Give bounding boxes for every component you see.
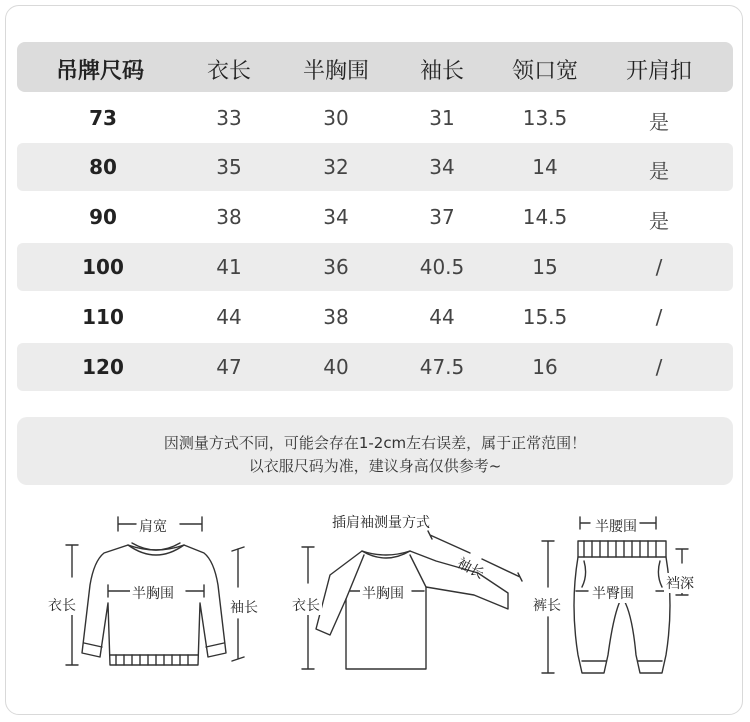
table-row <box>17 293 733 341</box>
cell-shoulder-button: 是 <box>649 159 669 183</box>
cell-sleeve: 37 <box>429 205 455 229</box>
label-raglan-sleeve: 袖长 <box>454 555 487 583</box>
cell-shoulder-button: / <box>655 355 663 379</box>
cell-size: 120 <box>82 355 124 379</box>
header-half-chest: 半胸围 <box>302 59 370 84</box>
cell-half-chest: 32 <box>323 155 349 179</box>
label-raglan-title: 插肩袖测量方式 <box>332 515 430 531</box>
cell-shoulder-button: / <box>655 255 663 279</box>
cell-collar-width: 13.5 <box>522 106 568 130</box>
cell-sleeve: 44 <box>429 305 455 329</box>
cell-sleeve: 34 <box>429 155 455 179</box>
cell-half-chest: 30 <box>323 106 349 130</box>
cell-length: 44 <box>216 305 242 329</box>
note-line-2: 以衣服尺码为准，建议身高仅供参考~ <box>248 457 502 475</box>
table-row <box>17 193 733 241</box>
cell-length: 38 <box>216 205 242 229</box>
header-size: 吊牌尺码 <box>55 59 145 84</box>
cell-half-chest: 36 <box>323 255 349 279</box>
label-half-hip: 半臀围 <box>590 583 636 603</box>
label-crotch-depth: 裆深 <box>664 573 696 593</box>
cell-size: 80 <box>89 155 117 179</box>
cell-collar-width: 15.5 <box>522 305 568 329</box>
cell-size: 90 <box>89 205 117 229</box>
label-sweater-length: 衣长 <box>46 595 78 615</box>
cell-collar-width: 14.5 <box>522 205 568 229</box>
label-half-waist: 半腰围 <box>593 516 639 536</box>
cell-half-chest: 34 <box>323 205 349 229</box>
cell-sleeve: 31 <box>429 106 455 130</box>
table-row <box>17 243 733 291</box>
label-sweater-half-chest: 半胸围 <box>130 583 176 603</box>
size-table-header <box>17 42 733 92</box>
cell-sleeve: 40.5 <box>419 255 465 279</box>
cell-size: 100 <box>82 255 124 279</box>
table-row <box>17 343 733 391</box>
cell-shoulder-button: 是 <box>649 110 669 134</box>
cell-length: 33 <box>216 106 242 130</box>
cell-collar-width: 14 <box>532 155 558 179</box>
table-row <box>17 94 733 142</box>
header-shoulder-button: 开肩扣 <box>625 59 693 84</box>
label-raglan-length: 衣长 <box>290 595 322 615</box>
cell-length: 35 <box>216 155 242 179</box>
cell-sleeve: 47.5 <box>419 355 465 379</box>
raglan-illustration <box>302 531 522 669</box>
header-sleeve: 袖长 <box>419 59 465 84</box>
note-line-1: 因测量方式不同，可能会存在1-2cm左右误差，属于正常范围！ <box>163 434 587 452</box>
header-collar-width: 领口宽 <box>511 59 579 84</box>
cell-length: 41 <box>216 255 242 279</box>
cell-collar-width: 16 <box>532 355 558 379</box>
label-pants-length: 裤长 <box>531 595 563 615</box>
cell-length: 47 <box>216 355 242 379</box>
cell-size: 110 <box>82 305 124 329</box>
cell-size: 73 <box>89 106 117 130</box>
table-row <box>17 143 733 191</box>
header-length: 衣长 <box>206 59 252 84</box>
measurement-note <box>17 417 733 485</box>
label-sweater-sleeve: 袖长 <box>228 597 260 617</box>
cell-half-chest: 40 <box>323 355 349 379</box>
label-shoulder-width: 肩宽 <box>137 516 169 536</box>
cell-collar-width: 15 <box>532 255 558 279</box>
cell-shoulder-button: 是 <box>649 209 669 233</box>
cell-half-chest: 38 <box>323 305 349 329</box>
label-raglan-half-chest: 半胸围 <box>360 583 406 603</box>
cell-shoulder-button: / <box>655 305 663 329</box>
